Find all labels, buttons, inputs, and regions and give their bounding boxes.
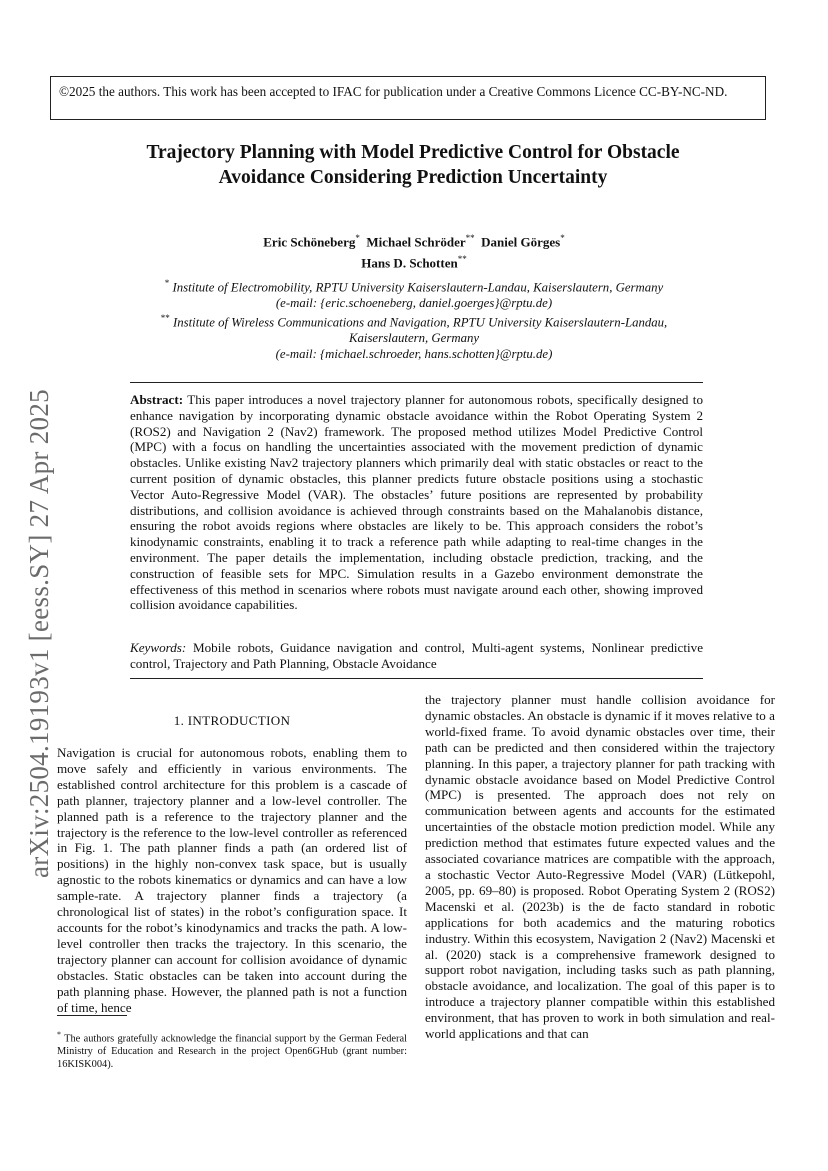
author-name: Michael Schröder [366,234,466,250]
abstract-bottom-rule [130,678,703,679]
copyright-notice: ©2025 the authors. This work has been accepted to IFAC for publication under a Creative Commons Licence CC-BY-NC-ND. [50,76,766,120]
affiliation-email: (e-mail: {michael.schroeder, hans.schotten}@rptu.de) [275,346,553,361]
abstract [130,392,703,613]
affiliation [150,276,678,311]
author-mark: * [355,233,360,243]
paper-title: Trajectory Planning with Model Predictive Control for Obstacle Avoidance Considering Prediction Uncertainty [146,142,680,188]
affiliations [150,276,678,362]
abstract-label: Abstract: [130,392,184,407]
arxiv-identifier: arXiv:2504.19193v1 [eess.SY] 27 Apr 2025 [24,389,54,878]
footnote-mark: * [57,1030,61,1039]
body-column-left: Navigation is crucial for autonomous robots, enabling them to move safely and efficiently in various environments. The established control architecture for this problem is a cascade of path planner, trajectory planner and a low-level controller. The planned path is a reference to the trajectory planner and the trajectory is the reference to the low-level controller as referenced in Fig. 1. The path planner finds a path (an ordered list of positions) in the highly non-convex task space, but is usually agnostic to the robots kinematics or dynamics and can have a low sample-rate. A trajectory planner finds a trajectory (a chronological list of states) in the robot’s configuration space. It accounts for the robot’s kinodynamics and tracks the path. A low-level controller then tracks the trajectory. In this scenario, the trajectory planner can account for collision avoidance of dynamic obstacles. Static obstacles can be taken into account during the path planning phase. However, the planned path is not a function of time, hence [57,745,407,1015]
keywords [130,640,703,672]
affiliation-text: Institute of Electromobility, RPTU University Kaiserslautern-Landau, Kaiserslautern, Germany [172,280,664,295]
abstract-text: This paper introduces a novel trajectory planner for autonomous robots, specifically designed to enhance navigation by incorporating dynamic obstacle avoidance within the Robot Operating System 2 (ROS2) and Navigation 2 (Nav2) framework. The proposed method utilizes Model Predictive Control (MPC) with a focus on handling the uncertainties associated with the movement prediction of dynamic obstacles. Unlike existing Nav2 trajectory planners which primarily deal with static obstacles or react to the current position of dynamic obstacles, this planner predicts future obstacle positions using a stochastic Vector Auto-Regressive Model (VAR). The obstacles’ future positions are represented by probability distributions, and collision avoidance is achieved through constraints based on the Mahalanobis distance, ensuring the robot avoids regions where obstacles are likely to be. This approach considers the robot’s kinodynamic constraints, enabling it to track a reference path while adapting to real-time changes in the environment. The paper details the implementation, including obstacle prediction, tracking, and the construction of feasible sets for MPC. Simulation results in a Gazebo environment demonstrate the effectiveness of this method in scenarios where robots must navigate around each other, showing improved collision avoidance capabilities. [130,392,703,613]
author-list [150,230,678,272]
author-mark: ** [457,253,467,264]
affiliation-mark: ** [160,313,170,324]
keywords-label: Keywords: [130,640,187,655]
keywords-text: Mobile robots, Guidance navigation and control, Multi-agent systems, Nonlinear predictive control, Trajectory and Path Planning, Obstacle Avoidance [130,640,704,671]
author-name: Eric Schöneberg [263,234,356,250]
author-name: Daniel Görges [481,234,561,250]
affiliation-mark: * [164,278,170,288]
footnote-rule [57,1015,127,1016]
author-name: Hans D. Schotten [361,255,458,271]
section-heading: 1. INTRODUCTION [173,713,291,728]
affiliation-email: (e-mail: {eric.schoeneberg, daniel.goerges}@rptu.de) [275,295,553,310]
footnote [57,1028,407,1071]
affiliation [150,311,678,362]
footnote-text: The authors gratefully acknowledge the financial support by the German Federal Ministry of Education and Research in the project Open6GHub (grant number: 16KISK004). [57,1033,407,1071]
abstract-top-rule [130,382,703,383]
affiliation-text: Institute of Wireless Communications and Navigation, RPTU University Kaiserslautern-Landau, Kaiserslautern, Germany [172,315,668,346]
author-mark: ** [465,233,475,243]
body-column-right: the trajectory planner must handle collision avoidance for dynamic obstacles. An obstacle is dynamic if it moves relative to a world-fixed frame. To avoid dynamic obstacles over time, their path can be predicted and then considered within the trajectory planning. In this paper, a trajectory planner for path tracking with dynamic obstacle avoidance based on Model Predictive Control (MPC) is presented. The approach does not rely on communication between agents and accounts for the estimated uncertainties of the obstacle motion prediction model. While any prediction method that estimates future expected values and the associated covariance matrices are compatible with the approach, a stochastic Vector Auto-Regressive Model (VAR) (Lütkepohl, 2005, pp. 69–80) is proposed. Robot Operating System 2 (ROS2) Macenski et al. (2023b) is the de facto standard in robotic applications for both academics and the maturing robotics industry. Within this ecosystem, Navigation 2 (Nav2) Macenski et al. (2020) stack is a comprehensive framework designed to support robot navigation, including tasks such as path planning, obstacle avoidance, and localization. The goal of this paper is to introduce a trajectory planner compatible within this established environment, that has proven to work in both simulation and real-world applications and that can [425,692,775,1042]
author-mark: * [560,233,565,243]
